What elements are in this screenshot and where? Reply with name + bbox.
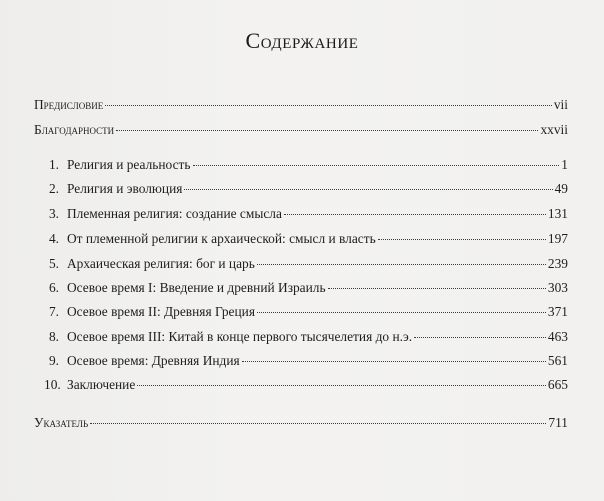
chapter-page: 561 (547, 353, 568, 368)
toc-entry-index[interactable] (34, 415, 568, 431)
toc-entry-chapter-5[interactable] (44, 256, 568, 272)
leader-dots (414, 337, 546, 338)
chapter-number: 2. (48, 181, 59, 196)
toc-entry-page: vii (553, 97, 568, 112)
chapter-title: Архаическая религия: бог и царь (67, 256, 255, 271)
toc-entry-chapter-9[interactable] (44, 353, 568, 369)
leader-dots (257, 312, 546, 313)
toc-title: Содержание (245, 28, 359, 53)
chapter-page: 49 (554, 181, 568, 196)
toc-entry-label: Указатель (34, 415, 89, 430)
chapter-page: 303 (547, 280, 568, 295)
toc-entry-chapter-3[interactable] (44, 206, 568, 222)
leader-dots (193, 165, 560, 166)
chapter-title: Осевое время II: Древняя Греция (67, 304, 255, 319)
chapter-title: От племенной религии к архаической: смысл и власть (67, 231, 376, 246)
leader-dots (137, 385, 546, 386)
toc-entry-chapter-2[interactable] (44, 181, 568, 197)
chapter-title: Осевое время I: Введение и древний Израиль (67, 280, 326, 295)
chapter-page: 371 (547, 304, 568, 319)
toc-entry-chapter-1[interactable] (44, 157, 568, 173)
chapter-number: 1. (48, 157, 59, 172)
chapter-title: Осевое время III: Китай в конце первого тысячелетия до н.э. (67, 329, 413, 344)
chapter-title: Религия и эволюция (67, 181, 183, 196)
toc-entry-chapter-4[interactable] (44, 231, 568, 247)
chapter-number: 3. (48, 206, 59, 221)
chapter-number: 9. (48, 353, 59, 368)
toc-entry-acknowledgements[interactable] (34, 122, 568, 138)
toc-entry-chapter-7[interactable] (44, 304, 568, 320)
leader-dots (116, 130, 538, 131)
chapter-number: 7. (48, 304, 59, 319)
leader-dots (105, 105, 552, 106)
chapter-number: 5. (48, 256, 59, 271)
chapter-title: Племенная религия: создание смысла (67, 206, 282, 221)
toc-entry-chapter-8[interactable] (44, 329, 568, 345)
leader-dots (378, 239, 546, 240)
leader-dots (257, 264, 546, 265)
chapter-title: Заключение (67, 377, 136, 392)
leader-dots (90, 423, 546, 424)
chapter-page: 239 (547, 256, 568, 271)
chapter-page: 1 (561, 157, 568, 172)
toc-entry-page: 711 (548, 415, 568, 430)
toc-entry-chapter-6[interactable] (44, 280, 568, 296)
chapter-title: Осевое время: Древняя Индия (67, 353, 240, 368)
chapter-number: 8. (48, 329, 59, 344)
toc-entry-label: Благодарности (34, 122, 115, 137)
leader-dots (328, 288, 546, 289)
leader-dots (284, 214, 546, 215)
chapter-title: Религия и реальность (67, 157, 191, 172)
chapter-number: 4. (48, 231, 59, 246)
chapter-page: 197 (547, 231, 568, 246)
chapter-number: 6. (48, 280, 59, 295)
leader-dots (184, 189, 552, 190)
leader-dots (242, 361, 546, 362)
chapter-page: 131 (547, 206, 568, 221)
chapter-number: 10. (44, 377, 61, 392)
toc-entry-chapter-10[interactable] (44, 377, 568, 393)
chapter-page: 463 (547, 329, 568, 344)
chapter-page: 665 (547, 377, 568, 392)
toc-entry-preface[interactable] (34, 97, 568, 113)
toc-entry-label: Предисловие (34, 97, 104, 112)
toc-entry-page: xxvii (540, 122, 568, 137)
